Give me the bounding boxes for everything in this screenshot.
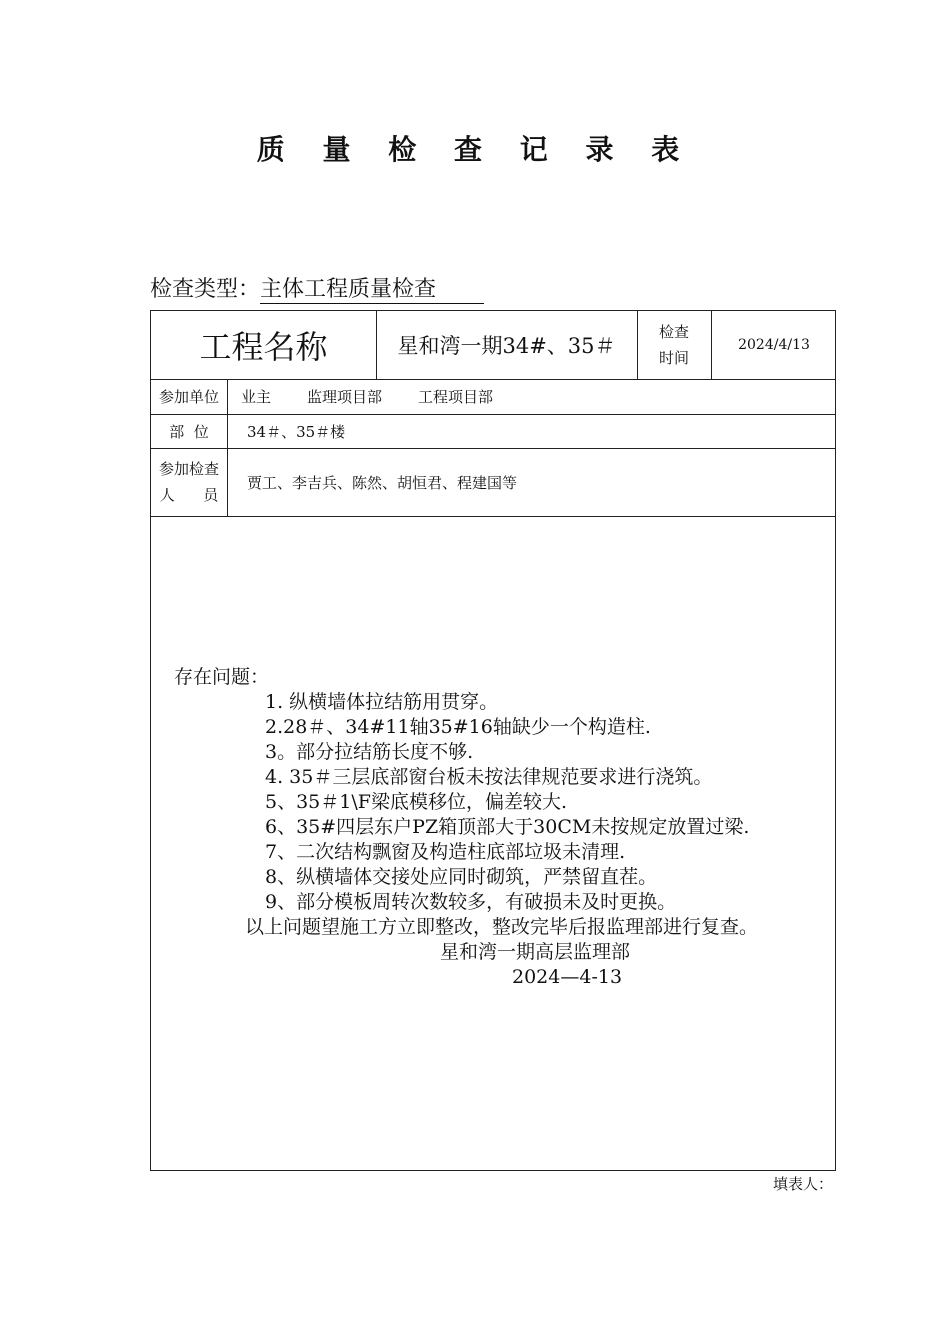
check-type-line (150, 272, 484, 304)
project-name-value: 星和湾一期34#、35＃ (397, 334, 616, 358)
issue-item: 9、部分模板周转次数较多，有破损未及时更换。 (265, 891, 677, 913)
units-label: 参加单位 (158, 388, 219, 406)
issue-item: 8、纵横墙体交接处应同时砌筑，严禁留直茬。 (265, 866, 658, 888)
check-time-label (637, 311, 711, 379)
issue-item: 6、35#四层东户PZ箱顶部大于30CM未按规定放置过梁. (265, 816, 750, 838)
issues-label: 存在问题： (174, 666, 270, 688)
inspectors-label-line2: 人 员 (159, 486, 219, 504)
check-time-label-line1: 检查 (658, 323, 689, 341)
unit-owner: 业主 (241, 388, 272, 406)
unit-project-dept: 工程项目部 (418, 388, 494, 406)
check-type-label: 检查类型： (150, 277, 261, 302)
signature-date: 2024—4-13 (512, 966, 623, 988)
inspectors-label (151, 448, 227, 516)
filler-label: 填表人： (773, 1175, 834, 1193)
inspectors-value: 贾工、李吉兵、陈然、胡恒君、程建国等 (247, 473, 518, 492)
project-name-label: 工程名称 (199, 328, 328, 366)
issue-item: 7、二次结构飘窗及构造柱底部垃圾未清理. (265, 841, 626, 863)
issue-item: 5、35＃1\F梁底模移位，偏差较大. (265, 791, 567, 813)
issue-item: 2.28＃、34#11轴35#16轴缺少一个构造柱. (265, 716, 651, 738)
row-divider (151, 516, 835, 517)
check-type-value: 主体工程质量检查 (260, 272, 484, 304)
unit-supervision: 监理项目部 (307, 388, 383, 406)
location-value: 34＃、35＃楼 (247, 422, 346, 441)
issue-item: 3。部分拉结筋长度不够. (265, 741, 474, 763)
units-value (227, 379, 837, 414)
record-table (150, 310, 836, 1171)
inspection-content (157, 665, 831, 990)
closing-statement: 以上问题望施工方立即整改，整改完毕后报监理部进行复查。 (245, 916, 759, 938)
signature: 星和湾一期高层监理部 (440, 941, 631, 963)
check-time-label-line2: 时间 (658, 349, 689, 367)
issue-item: 1. 纵横墙体拉结筋用贯穿。 (265, 691, 499, 713)
inspectors-label-line1: 参加检查 (158, 460, 219, 478)
issue-item: 4. 35＃三层底部窗台板未按法律规范要求进行浇筑。 (265, 766, 713, 788)
check-time-value: 2024/4/13 (738, 337, 810, 353)
location-label: 部 位 (169, 422, 209, 441)
page-title: 质 量 检 查 记 录 表 (256, 133, 694, 166)
